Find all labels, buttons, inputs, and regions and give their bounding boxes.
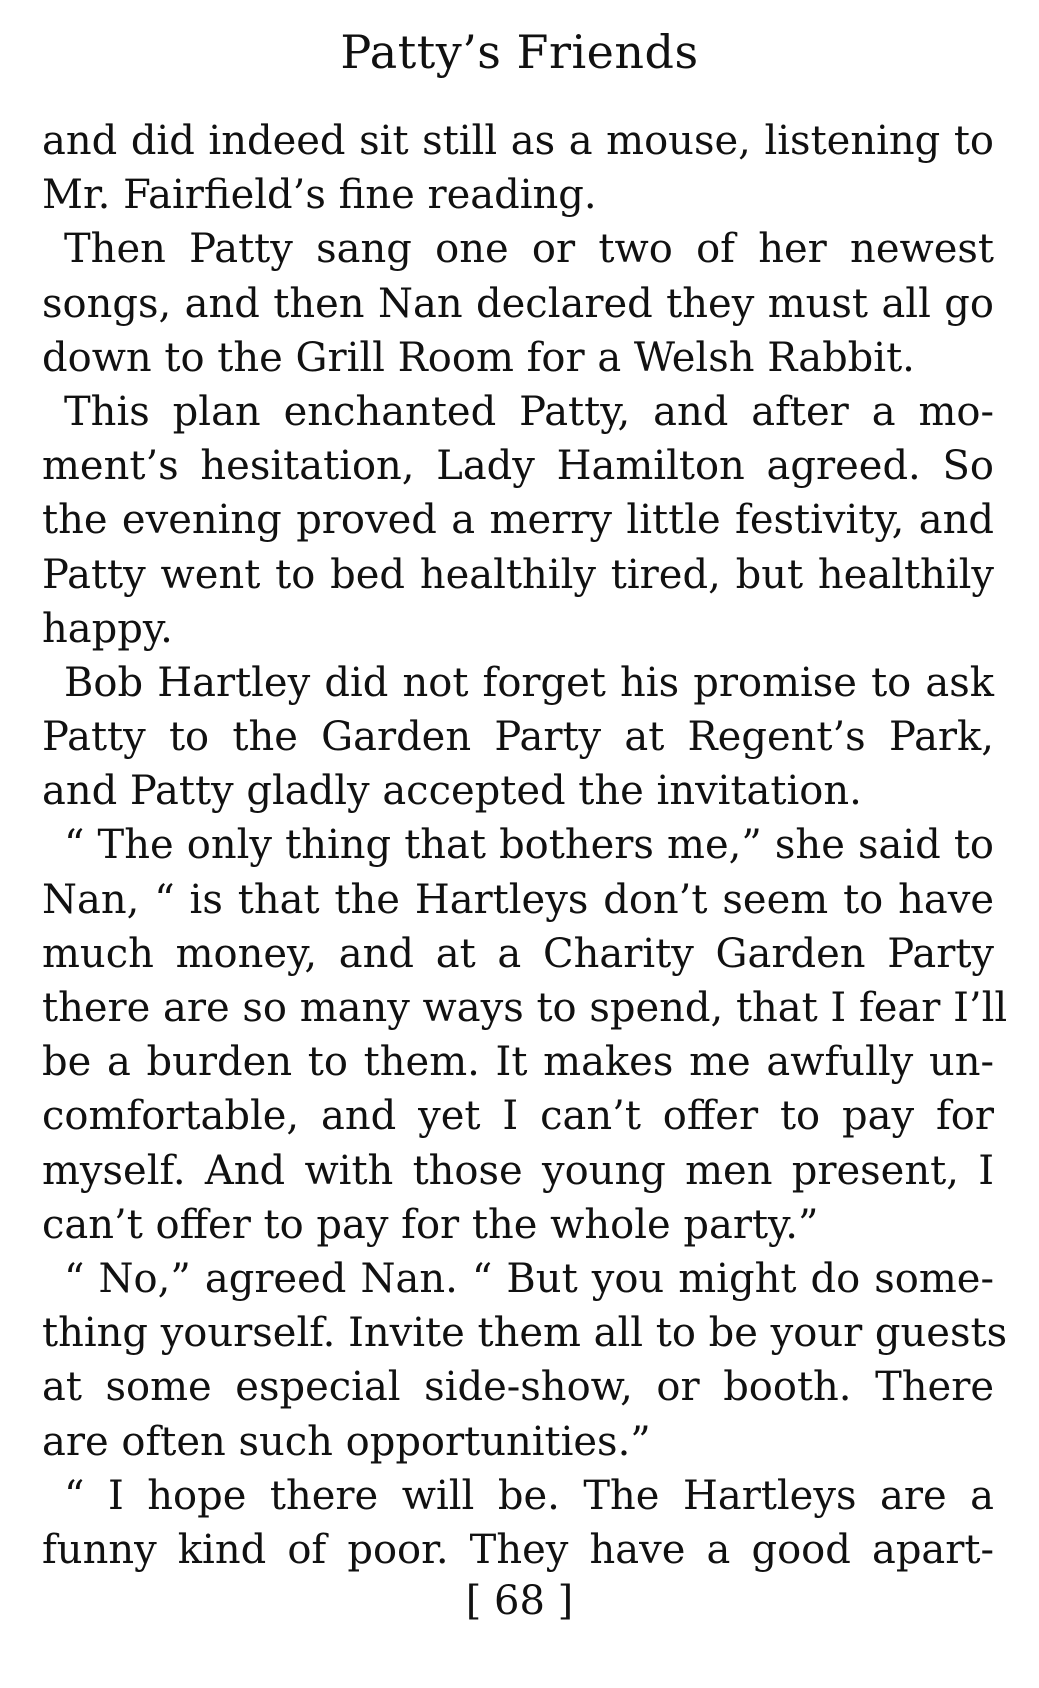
text-line: there are so many ways to spend, that I fear I’ll [42, 985, 1008, 1031]
text-line: are often such opportunities.” [42, 1418, 651, 1465]
text-line: songs, and then Nan declared they must all go [42, 280, 994, 327]
text-line: Mr. Fairfield’s fine reading. [42, 172, 597, 219]
text-line: funny kind of poor. They have a good apart- [42, 1526, 994, 1573]
text-line: much money, and at a Charity Garden Party [42, 930, 994, 977]
text-line: Bob Hartley did not forget his promise to ask [64, 659, 994, 706]
text-line: “ I hope there will be. The Hartleys are a [64, 1472, 994, 1519]
text-line: “ The only thing that bothers me,” she said to [64, 822, 994, 869]
text-line: “ No,” agreed Nan. “ But you might do some- [64, 1255, 994, 1302]
text-line: and did indeed sit still as a mouse, listening to [42, 118, 994, 164]
body-text [42, 114, 1008, 1577]
text-line: ment’s hesitation, Lady Hamilton agreed. So [42, 443, 994, 490]
text-line: Patty to the Garden Party at Regent’s Park, [42, 714, 994, 761]
text-line: happy. [42, 605, 173, 652]
text-line: thing yourself. Invite them all to be your guests [42, 1310, 1008, 1357]
text-line: can’t offer to pay for the whole party.” [42, 1201, 819, 1248]
text-line: Nan, “ is that the Hartleys don’t seem to have [42, 876, 994, 923]
text-line: Then Patty sang one or two of her newest [64, 226, 994, 273]
running-head: Patty’s Friends [340, 25, 699, 79]
text-line: be a burden to them. It makes me awfully un- [42, 1039, 994, 1086]
text-line: Patty went to bed healthily tired, but healthily [42, 551, 994, 598]
page-number: [ 68 ] [465, 1578, 574, 1624]
text-line: the evening proved a merry little festivity, and [42, 497, 994, 544]
text-line: myself. And with those young men present, I [42, 1147, 994, 1194]
text-line: down to the Grill Room for a Welsh Rabbit. [42, 334, 915, 381]
text-line: at some especial side-show, or booth. There [42, 1364, 994, 1411]
text-line: comfortable, and yet I can’t offer to pay for [42, 1093, 994, 1140]
text-line: This plan enchanted Patty, and after a mo- [64, 388, 994, 435]
text-line: and Patty gladly accepted the invitation. [42, 768, 862, 815]
